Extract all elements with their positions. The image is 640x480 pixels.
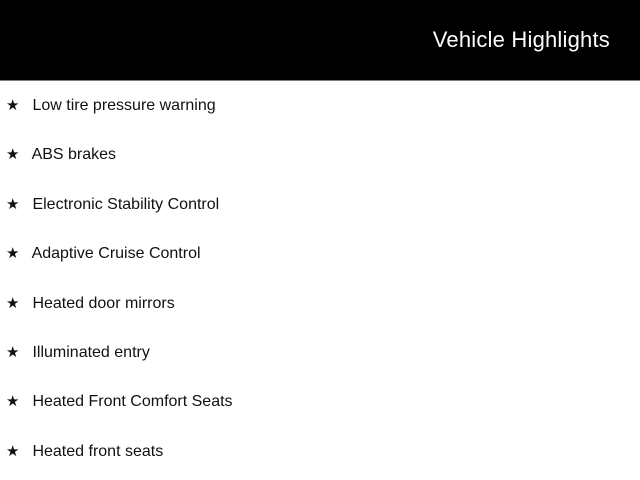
list-item xyxy=(0,328,640,377)
list-item xyxy=(0,81,640,130)
list-item-label: Heated front seats xyxy=(32,442,164,460)
star-icon: ★ xyxy=(6,442,20,460)
list-item xyxy=(0,427,640,476)
list-item-label: Low tire pressure warning xyxy=(32,97,216,114)
star-icon: ★ xyxy=(6,343,20,361)
list-item xyxy=(0,180,640,229)
list-item-label: Illuminated entry xyxy=(32,343,150,361)
list-item-label: Adaptive Cruise Control xyxy=(31,245,201,263)
star-icon: ★ xyxy=(6,195,20,213)
list-item-label: Electronic Stability Control xyxy=(32,195,220,213)
list-item-label: Heated door mirrors xyxy=(32,294,175,312)
star-icon: ★ xyxy=(6,294,20,312)
star-icon: ★ xyxy=(6,146,20,164)
list-item-label: Heated Front Comfort Seats xyxy=(32,393,233,411)
star-icon: ★ xyxy=(6,97,20,114)
star-icon: ★ xyxy=(6,393,20,411)
highlights-list xyxy=(0,81,640,476)
list-item xyxy=(0,279,640,328)
list-item-label: ABS brakes xyxy=(31,146,117,164)
header-bar xyxy=(0,0,640,81)
star-icon: ★ xyxy=(6,245,20,263)
list-item xyxy=(0,377,640,426)
list-item xyxy=(0,130,640,179)
page-title: Vehicle Highlights xyxy=(432,27,610,52)
list-item xyxy=(0,229,640,278)
